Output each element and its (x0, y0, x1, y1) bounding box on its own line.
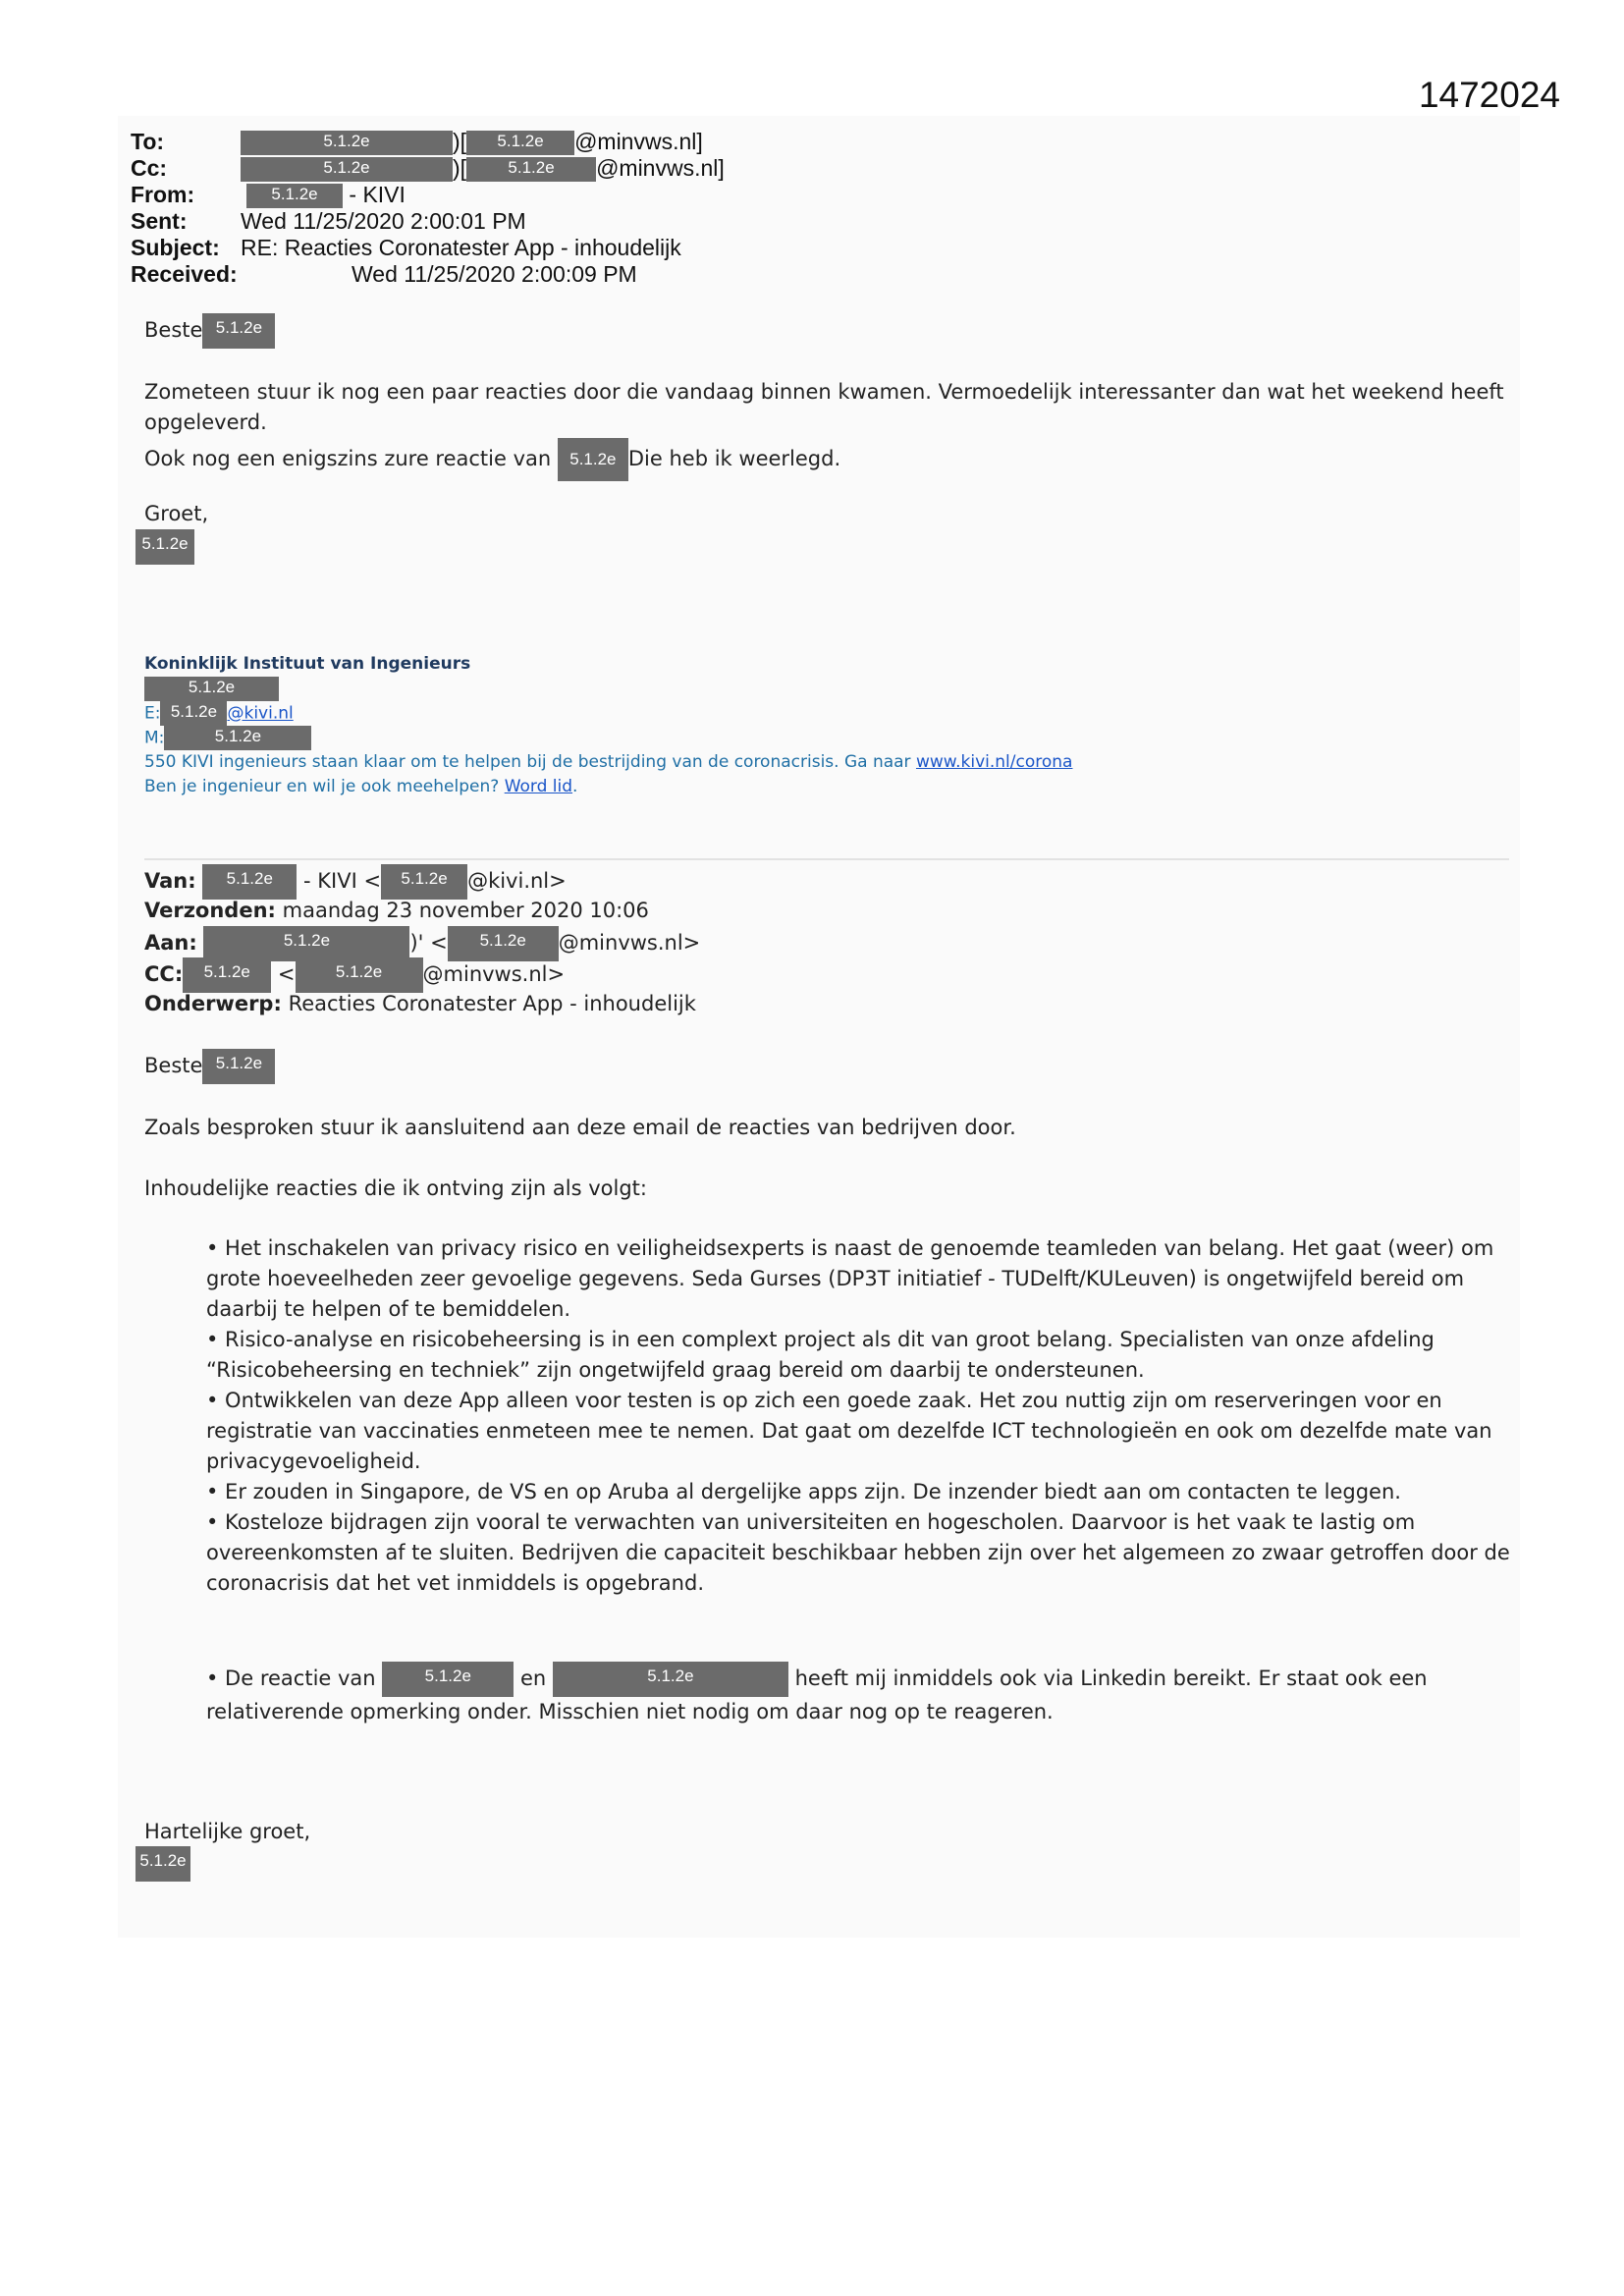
reply-greeting: Beste (144, 318, 203, 342)
list-item: • Kosteloze bijdragen zijn vooral te verwachten van universiteiten en hogescholen. Daarvoor is het vaak te lastig om overeenkomsten af te sluiten. Bedrijven die capaciteit beschikbaar hebben zijn over het algemeen zo zwaar getroffen door de coronacrisis dat het vet inmiddels is opgebrand. (206, 1510, 1510, 1595)
list-item: • Risico-analyse en risicobeheersing is in een complext project als dit van groot belang. Specialisten van onze afdeling “Risicobeheersing en techniek” zijn ongetwijfeld graag bereid om daarbij te ondersteunen. (206, 1328, 1435, 1382)
list-item: • De reactie van 5.1.2e en 5.1.2e heeft mij inmiddels ook via Linkedin bereikt. Er staat ook een relativerende opmerking onder. Misschien niet nodig om daar nog op te reageren. (206, 1662, 1512, 1727)
redaction-box: 5.1.2e (202, 864, 297, 900)
orig-greeting-line: Beste 5.1.2e (144, 1049, 275, 1084)
signature-mobile: M: 5.1.2e (144, 726, 311, 751)
reply-line-2: opgeleverd. (144, 410, 267, 434)
redaction-box: 5.1.2e (144, 677, 279, 701)
redaction-box: 5.1.2e (246, 184, 343, 208)
from-org: - KIVI (349, 182, 406, 207)
redaction-box: 5.1.2e (203, 926, 409, 961)
word-lid-link[interactable]: Word lid (504, 777, 573, 796)
redaction-box: 5.1.2e (558, 438, 628, 481)
redaction-box: 5.1.2e (553, 1662, 788, 1697)
orig-aan-row: Aan: 5.1.2e )' < 5.1.2e @minvws.nl> (144, 926, 700, 961)
orig-van-row: Van: 5.1.2e - KIVI < 5.1.2e @kivi.nl> (144, 864, 567, 900)
signature-email: E: 5.1.2e @kivi.nl (144, 701, 294, 727)
subject-label: Subject: (131, 235, 220, 260)
received-label: Received: (131, 261, 238, 287)
sent-value: Wed 11/25/2020 2:00:01 PM (241, 208, 526, 234)
redaction-box: 5.1.2e (241, 131, 453, 155)
to-domain: @minvws.nl] (574, 129, 703, 154)
message-divider (144, 858, 1509, 860)
redaction-box: 5.1.2e (241, 157, 453, 182)
reaction-list (206, 1233, 1512, 1599)
redaction-box: 5.1.2e (183, 957, 271, 993)
redaction-box: 5.1.2e (202, 1049, 275, 1084)
signature-org: Koninklijk Instituut van Ingenieurs (144, 654, 471, 674)
orig-cc-row: CC: 5.1.2e < 5.1.2e @minvws.nl> (144, 957, 565, 993)
email-page: To: 5.1.2e )[ 5.1.2e @minvws.nl] Cc: 5.1.2e )[ 5.1.2e @minvws.nl] From: 5.1.2e - KIVI Sent: Wed 11/25/2020 2:00:01 PM Subject: RE: Reacties Coronatester App - inhoudelijk Received: Wed 11/25/2020 2:00:09 PM Beste 5.1.2e Zometeen stuur ik nog een paar reacties door die vandaag binnen kwamen. Vermoedelijk interessanter dan wat het weekend heeft opgeleverd. Ook nog een enigszins zure reactie van 5.1.2e Die heb ik weerlegd. Groet, 5.1.2e Koninklijk Instituut van Ingenieurs 5.1.2e E: 5.1.2e @kivi.nl M: 5.1.2e 550 KIVI ingenieurs staan klaar om te helpen bij de bestrijding van de coronacrisis. Ga naar www.kivi.nl/corona Ben je ingenieur en wil je ook meehelpen? Word lid. Van: 5.1.2e - KIVI < 5.1.2e @kivi.nl> Verzonden: maandag 23 november 2020 10:06 Aan: 5.1.2e )' < 5.1.2e @minvws.nl> CC: 5.1.2e < 5.1.2e @minvws.nl> Onderwerp: Reacties Coronatester App - inhoudelijk Beste 5.1.2e Zoals besproken stuur ik aansluitend aan deze email de reacties van bedrijven door. Inhoudelijke reacties die ik ontving zijn als volgt: • Het inschakelen van privacy risico en veiligheidsexperts is naast de genoemde teamleden van belang. Het gaat (weer) om grote hoeveelheden zeer gevoelige gegevens. Seda Gurses (DP3T initiatief - TUDelft/KULeuven) is ongetwijfeld bereid om daarbij te helpen of te bemiddelen. • Risico-analyse en risicobeheersing is in een complext project als dit van groot belang. Specialisten van onze afdeling “Risicobeheersing en techniek” zijn ongetwijfeld graag bereid om daarbij te ondersteunen. • Ontwikkelen van deze App alleen voor testen is op zich een goede zaak. Het zou nuttig zijn om reserveringen voor en registratie van vaccinaties enmeteen mee te nemen. Dat gaat om dezelfde ICT technologieën en ook om dezelfde mate van privacygevoeligheid. • Er zouden in Singapore, de VS en op Aruba al dergelijke apps zijn. De inzender biedt aan om contacten te leggen. • Kosteloze bijdragen zijn vooral te verwachten van universiteiten en hogescholen. Daarvoor is het vaak te lastig om overeenkomsten af te sluiten. Bedrijven die capaciteit beschikbaar hebben zijn over het algemeen zo zwaar getroffen door de coronacrisis dat het vet inmiddels is opgebrand. • De reactie van 5.1.2e en 5.1.2e heeft mij inmiddels ook via Linkedin bereikt. Er staat ook een relativerende opmerking onder. Misschien niet nodig om daar nog op te reageren. Hartelijke groet, 5.1.2e (118, 116, 1520, 1938)
subject-value: RE: Reacties Coronatester App - inhoudelijk (241, 235, 681, 260)
redaction-box: 5.1.2e (466, 157, 596, 182)
redaction-box: 5.1.2e (382, 1662, 514, 1697)
redaction-box: 5.1.2e (466, 131, 574, 155)
reply-line-3: Ook nog een enigszins zure reactie van 5.1.2e Die heb ik weerlegd. (144, 438, 840, 481)
signature-promo: 550 KIVI ingenieurs staan klaar om te helpen bij de bestrijding van de coronacrisis. Ga naar www.kivi.nl/corona (144, 752, 1073, 772)
orig-intro-2: Inhoudelijke reacties die ik ontving zijn als volgt: (144, 1176, 647, 1200)
cc-label: Cc: (131, 155, 168, 181)
orig-closing: Hartelijke groet, (144, 1820, 311, 1843)
cc-domain: @minvws.nl] (596, 155, 725, 181)
from-label: From: (131, 182, 195, 207)
reply-closing: Groet, (144, 502, 209, 525)
orig-intro: Zoals besproken stuur ik aansluitend aan deze email de reacties van bedrijven door. (144, 1116, 1016, 1139)
list-item: • Het inschakelen van privacy risico en veiligheidsexperts is naast de genoemde teamleden van belang. Het gaat (weer) om grote hoeveelheden zeer gevoelige gegevens. Seda Gurses (DP3T initiatief - TUDelft/KULeuven) is ongetwijfeld bereid om daarbij te helpen of te bemiddelen. (206, 1236, 1494, 1321)
redaction-box: 5.1.2e (135, 529, 194, 565)
redaction-box: 5.1.2e (164, 726, 311, 750)
redaction-box: 5.1.2e (202, 313, 275, 349)
redaction-box: 5.1.2e (381, 864, 467, 900)
kivi-corona-link[interactable]: www.kivi.nl/corona (915, 752, 1073, 772)
orig-onderwerp-row: Onderwerp: Reacties Coronatester App - inhoudelijk (144, 992, 696, 1015)
list-item: • Ontwikkelen van deze App alleen voor testen is op zich een goede zaak. Het zou nuttig zijn om reserveringen voor en registratie van vaccinaties enmeteen mee te nemen. Dat gaat om dezelfde ICT technologieën en ook om dezelfde mate van privacygevoeligheid. (206, 1389, 1492, 1473)
signature-email-link[interactable]: @kivi.nl (227, 703, 294, 724)
redaction-box: 5.1.2e (448, 926, 559, 961)
sent-label: Sent: (131, 208, 188, 234)
received-value: Wed 11/25/2020 2:00:09 PM (352, 261, 637, 287)
reply-line-1: Zometeen stuur ik nog een paar reacties door die vandaag binnen kwamen. Vermoedelijk interessanter dan wat het weekend heeft (144, 380, 1504, 404)
signature-join: Ben je ingenieur en wil je ook meehelpen? Word lid. (144, 777, 578, 796)
redaction-box: 5.1.2e (296, 957, 423, 993)
redaction-box: 5.1.2e (160, 701, 227, 726)
list-item: • Er zouden in Singapore, de VS en op Aruba al dergelijke apps zijn. De inzender biedt aan om contacten te leggen. (206, 1480, 1401, 1503)
reply-greeting-line (144, 313, 275, 349)
redaction-box: 5.1.2e (135, 1846, 190, 1882)
document-number: 1472024 (1418, 75, 1560, 115)
orig-verzonden-row: Verzonden: maandag 23 november 2020 10:06 (144, 899, 649, 922)
to-label: To: (131, 129, 165, 154)
